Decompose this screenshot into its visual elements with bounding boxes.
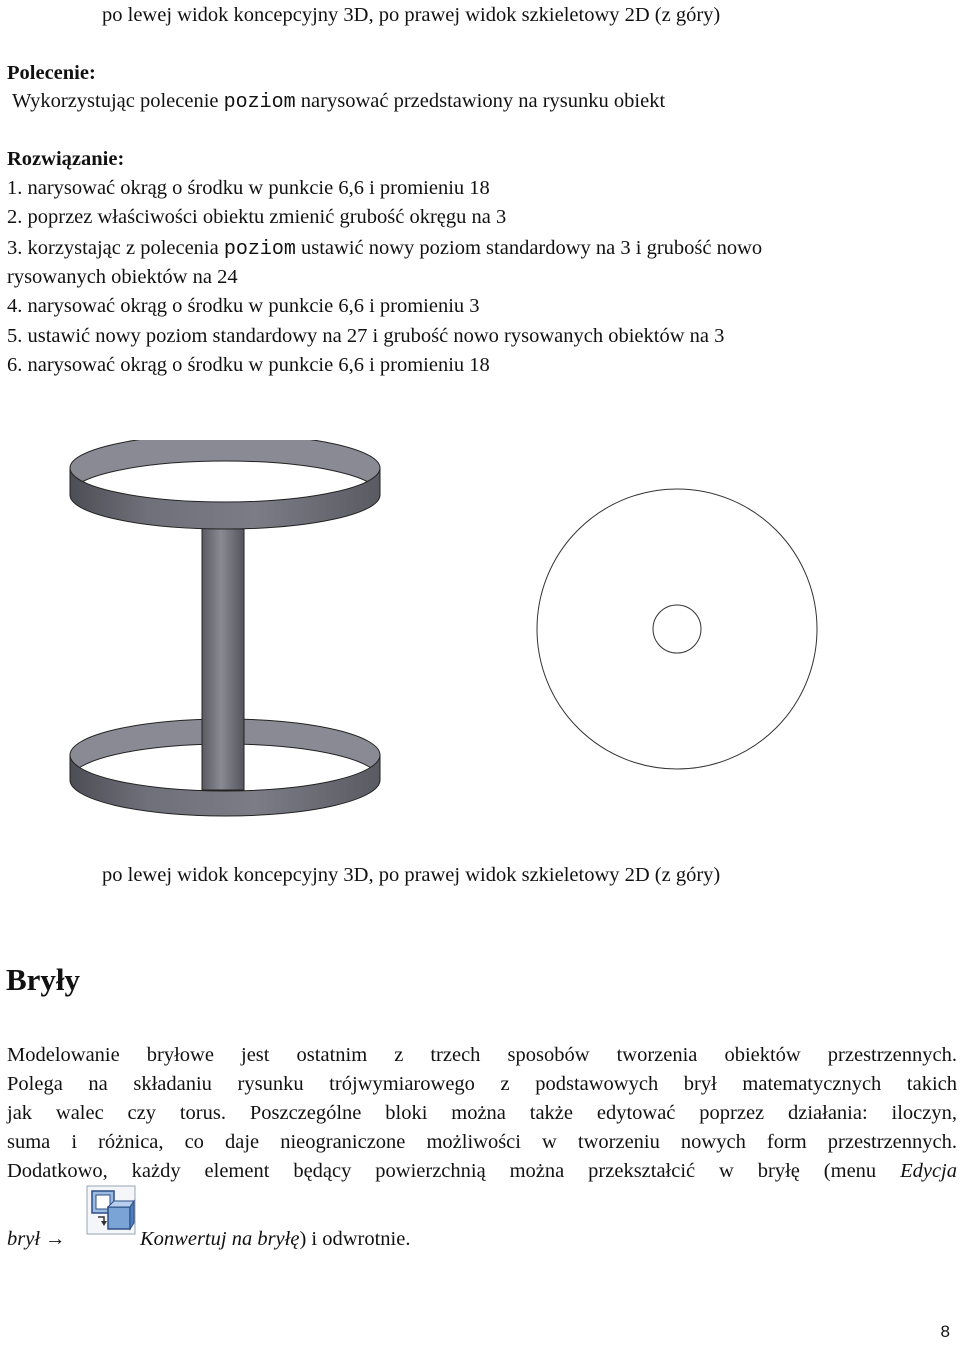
solution-step-3-continued: rysowanych obiektów na 24 (7, 266, 238, 288)
final-line-tail: ) i odwrotnie. (299, 1228, 411, 1250)
paragraph-line: suma i różnica, co daje nieograniczone możliwości w tworzeniu nowych form przestrzennych. (7, 1131, 957, 1153)
solution-label: Rozwiązanie: (7, 148, 125, 170)
solution-step-6: 6. narysować okrąg o środku w punkcie 6,6 i promieniu 18 (7, 354, 490, 376)
solution-step-4: 4. narysować okrąg o środku w punkcie 6,6 i promieniu 3 (7, 295, 480, 317)
final-line-after (140, 1228, 410, 1251)
paragraph-line: Polega na składaniu rysunku trójwymiarowego z podstawowych brył matematycznych takich (7, 1073, 957, 1095)
menu-text-before: Dodatkowo, każdy element będący powierzchnią można przekształcić w bryłę (menu (7, 1160, 901, 1182)
task-text-after: narysować przedstawiony na rysunku obiekt (295, 90, 666, 112)
top-ring (70, 440, 380, 529)
wireframe-2d-view (535, 487, 825, 777)
menu-edit-solids: Edycja (900, 1160, 957, 1182)
task-text-before: Wykorzystując polecenie (12, 90, 224, 112)
solution-step-2: 2. poprzez właściwości obiektu zmienić grubość okręgu na 3 (7, 206, 507, 228)
final-line (7, 1228, 411, 1251)
solution-step-5: 5. ustawić nowy poziom standardowy na 27 i grubość nowo rysowanych obiektów na 3 (7, 325, 725, 347)
section-title: Bryły (6, 962, 81, 997)
paragraph-line: Modelowanie bryłowe jest ostatnim z trzech sposobów tworzenia obiektów przestrzennych. (7, 1044, 957, 1066)
solution-step-3-after: ustawić nowy poziom standardowy na 3 i grubość nowo (295, 237, 763, 259)
figure-caption: po lewej widok koncepcyjny 3D, po prawej widok szkieletowy 2D (z góry) (102, 864, 721, 886)
page-number: 8 (940, 1322, 950, 1341)
menu-edit-solids-cont: brył → (7, 1228, 66, 1250)
outer-circle (537, 489, 817, 769)
task-text (12, 90, 665, 114)
conceptual-3d-view (60, 440, 390, 840)
solution-step-3-before: 3. korzystając z polecenia (7, 237, 224, 259)
paragraph-line: jak walec czy torus. Poszczególne bloki można także edytować poprzez działania: iloczyn, (7, 1102, 957, 1124)
top-caption: po lewej widok koncepcyjny 3D, po prawej widok szkieletowy 2D (z góry) (102, 4, 721, 26)
section-paragraph (7, 1041, 957, 1186)
solution-step-3 (7, 237, 762, 261)
task-command: poziom (223, 91, 296, 114)
inner-circle (653, 605, 701, 653)
central-cylinder (202, 513, 244, 790)
convert-to-solid-icon[interactable] (86, 1185, 136, 1235)
solution-step-1: 1. narysować okrąg o środku w punkcie 6,6 i promieniu 18 (7, 177, 490, 199)
solution-step-3-command: poziom (223, 238, 296, 261)
menu-convert-to-solid: Konwertuj na bryłę (140, 1228, 300, 1250)
task-label: Polecenie: (7, 62, 96, 84)
paragraph-line-menu (7, 1157, 957, 1186)
